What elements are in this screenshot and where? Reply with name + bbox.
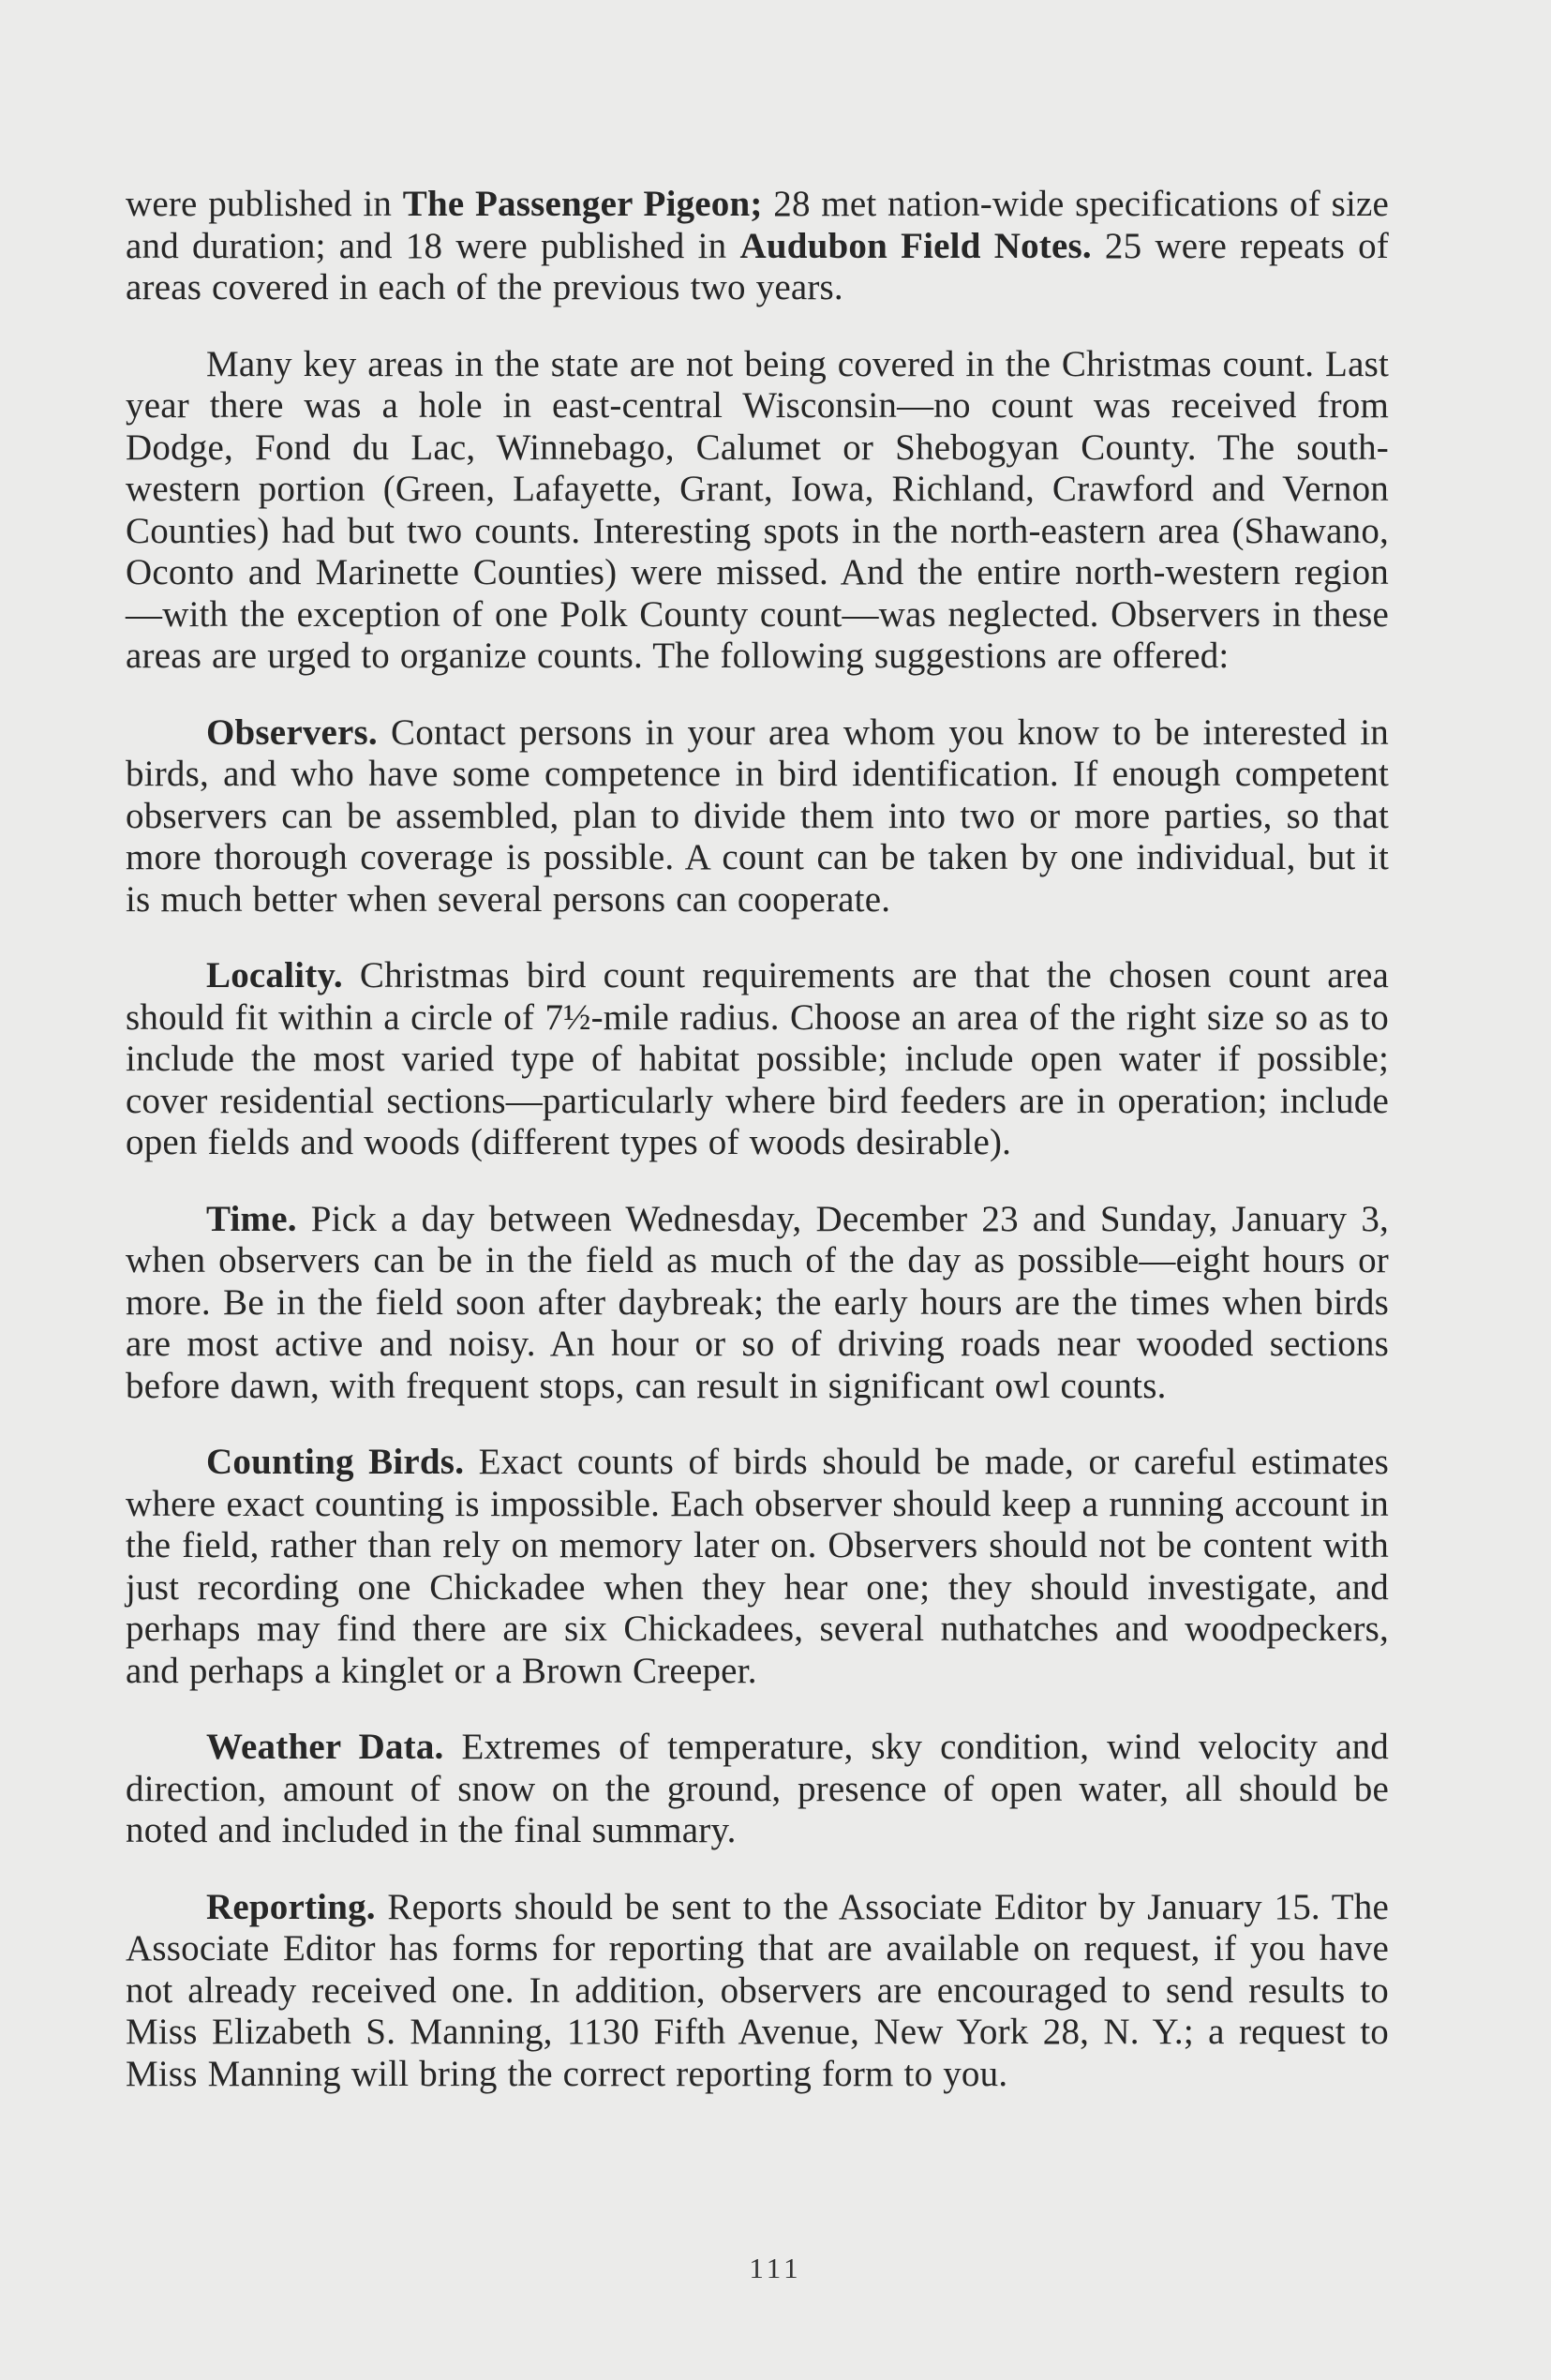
text-run: 28 met nation-wide specifications of size and duration; and 18 were published in bbox=[126, 184, 1390, 266]
section-body-weather-data: Extremes of temperature, sky condition, wind velocity and direction, amount of snow on the ground, presence of open water, all should be noted and included in the final summary. bbox=[126, 1727, 1389, 1850]
text-run: 25 were repeats of areas covered in each of the previous two years. bbox=[126, 225, 1389, 307]
section-reporting bbox=[126, 1887, 1389, 2096]
journal-title-audubon-field-notes: Audubon Field Notes. bbox=[739, 225, 1092, 266]
section-observers bbox=[126, 712, 1389, 921]
section-heading-reporting: Reporting. bbox=[206, 1886, 376, 1927]
paragraph-publication-summary bbox=[126, 184, 1389, 309]
section-locality bbox=[126, 955, 1389, 1164]
article-body bbox=[126, 184, 1389, 2130]
section-body-reporting: Reports should be sent to the Associate Editor by January 15. The Associate Editor has forms for reporting that are available on request, if you have not already received one. In addition, observers are encouraged to send results to Miss Elizabeth S. Manning, 1130 Fifth Avenue, New York 28, N. Y.; a request to Miss Manning will bring the correct reporting form to you. bbox=[126, 1886, 1389, 2094]
section-body-time: Pick a day between Wednesday, December 23 and Sunday, January 3, when observers can be in the field as much of the day as possible—eight hours or more. Be in the field soon after daybreak; the early hours are the times when birds are most active and noisy. An hour or so of driving roads near wooded sections before dawn, with frequent stops, can result in significant owl counts. bbox=[126, 1198, 1389, 1406]
section-body-counting-birds: Exact counts of birds should be made, or careful estimates where exact counting is impossible. Each observer should keep a running account in the field, rather than rely on memory later on. Observers should not be content with just recording one Chickadee when they hear one; they should investigate, and perhaps may find there are six Chickadees, several nuthatches and woodpeckers, and perhaps a kinglet or a Brown Creeper. bbox=[126, 1442, 1389, 1691]
section-body-locality: Christmas bird count requirements are that the chosen count area should fit within a circle of 7½-mile radius. Choose an area of the right size so as to include the most varied type of habitat possible; include open water if possible; cover residential sections—particularly where bird feeders are in operation; include open fields and woods (different types of woods desirable). bbox=[126, 955, 1389, 1162]
paragraph-coverage-gaps: Many key areas in the state are not being covered in the Christmas count. Last year there was a hole in east-central Wisconsin—no count was received from Dodge, Fond du Lac, Winnebago, Calumet or Shebogyan County. The south-western portion (Green, Lafayette, Grant, Iowa, Richland, Crawford and Vernon Counties) had but two counts. Interesting spots in the north-eastern area (Shawano, Oconto and Marinette Counties) were missed. And the entire north-western region—with the exception of one Polk County count—was neglected. Observers in these areas are urged to organize counts. The following suggestions are offered: bbox=[126, 343, 1389, 676]
section-counting-birds bbox=[126, 1442, 1389, 1692]
journal-title-passenger-pigeon: The Passenger Pigeon; bbox=[402, 184, 763, 224]
section-heading-counting-birds: Counting Birds. bbox=[206, 1442, 465, 1482]
page-number: 111 bbox=[749, 2252, 802, 2284]
text-run: were published in bbox=[126, 184, 403, 224]
section-heading-observers: Observers. bbox=[206, 711, 378, 753]
section-heading-time: Time. bbox=[206, 1198, 297, 1239]
section-heading-locality: Locality. bbox=[206, 955, 343, 995]
section-heading-weather-data: Weather Data. bbox=[206, 1727, 444, 1767]
section-time bbox=[126, 1199, 1389, 1408]
section-body-observers: Contact persons in your area whom you know to be interested in birds, and who have some competence in bird identification. If enough competent observers can be assembled, plan to divide them into two or more parties, so that more thorough coverage is possible. A count can be taken by one individual, but it is much better when several persons can cooperate. bbox=[126, 711, 1389, 920]
section-weather-data bbox=[126, 1727, 1389, 1852]
